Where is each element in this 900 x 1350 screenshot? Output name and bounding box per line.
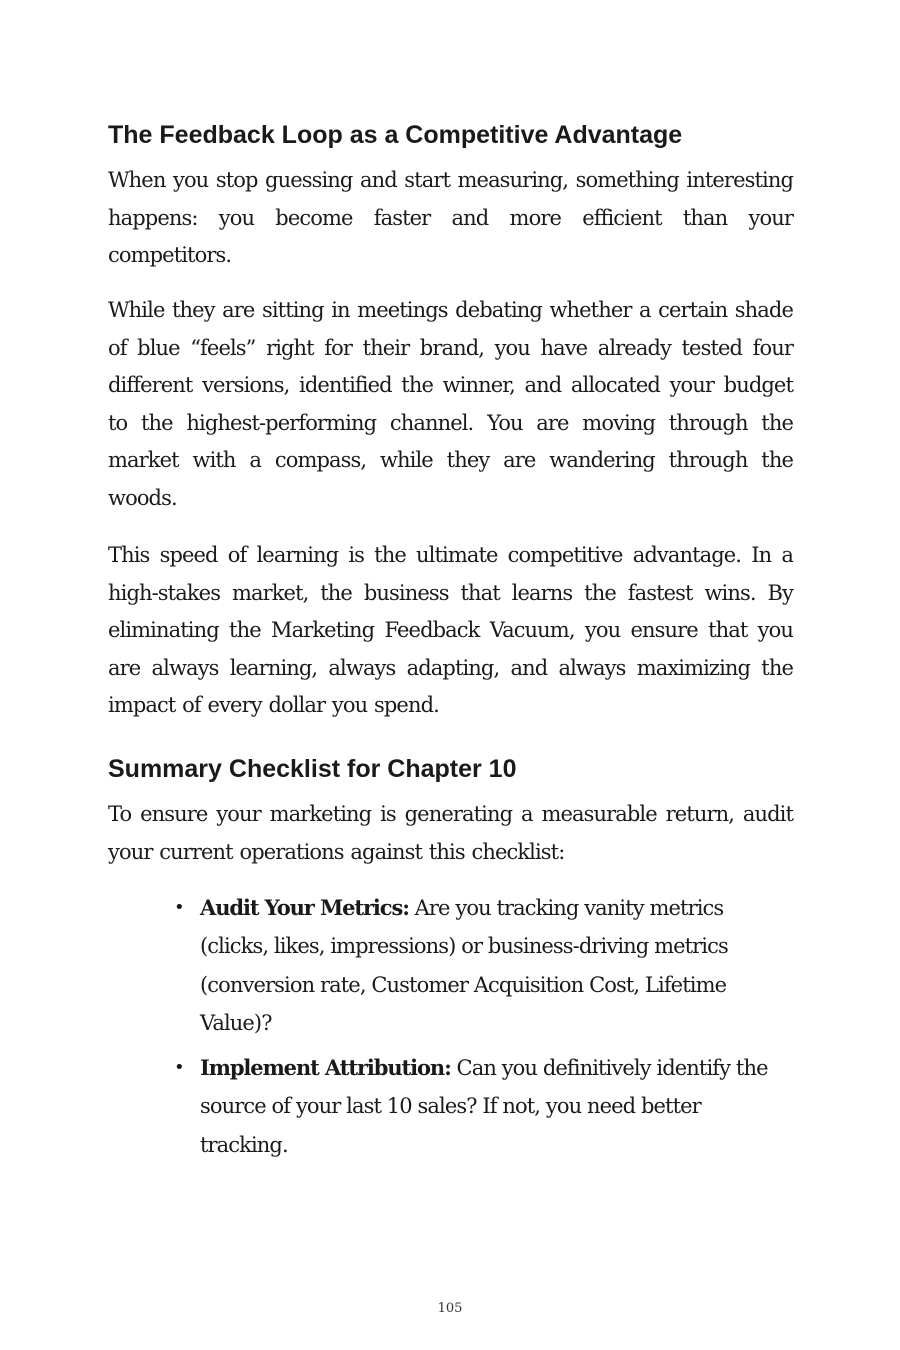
checklist-intro-paragraph: To ensure your marketing is generating a measurable return, audit your current operations against this checklist: bbox=[108, 802, 793, 864]
checklist bbox=[174, 889, 793, 1171]
checklist-item bbox=[174, 889, 793, 1042]
checklist-item-text: Are you tracking vanity metrics (clicks, likes, impressions) or business-driving metrics (conversion rate, Customer Acquisition Cost, Lifetime Value)? bbox=[200, 896, 728, 1035]
checklist-item-text: Can you definitively identify the source of your last 10 sales? If not, you need better tracking. bbox=[200, 1056, 768, 1157]
checklist-item bbox=[174, 1049, 793, 1164]
checklist-item-lead: Audit Your Metrics: bbox=[200, 895, 409, 920]
bullet-icon: • bbox=[174, 897, 185, 918]
bullet-icon: • bbox=[174, 1057, 185, 1079]
body-paragraph: This speed of learning is the ultimate competitive advantage. In a high-stakes market, the business that learns the fastest wins. By eliminating the Marketing Feedback Vacuum, you ensure that you are always learning, always adapting, and always maximizing the impact of every dollar you spend. bbox=[108, 543, 793, 718]
section-heading-feedback-loop: The Feedback Loop as a Competitive Advantage bbox=[108, 121, 683, 149]
body-paragraph: When you stop guessing and start measuring, something interesting happens: you become faster and more efficient than your competitors. bbox=[108, 168, 793, 268]
page-number: 105 bbox=[437, 1301, 463, 1316]
body-paragraph: While they are sitting in meetings debating whether a certain shade of blue “feels” right for their brand, you have already tested four different versions, identified the winner, and allocated your budget to the highest-performing channel. You are moving through the market with a compass, while they are wandering through the woods. bbox=[108, 298, 793, 510]
checklist-item-lead: Implement Attribution: bbox=[200, 1055, 451, 1081]
section-heading-summary-checklist: Summary Checklist for Chapter 10 bbox=[108, 755, 517, 783]
